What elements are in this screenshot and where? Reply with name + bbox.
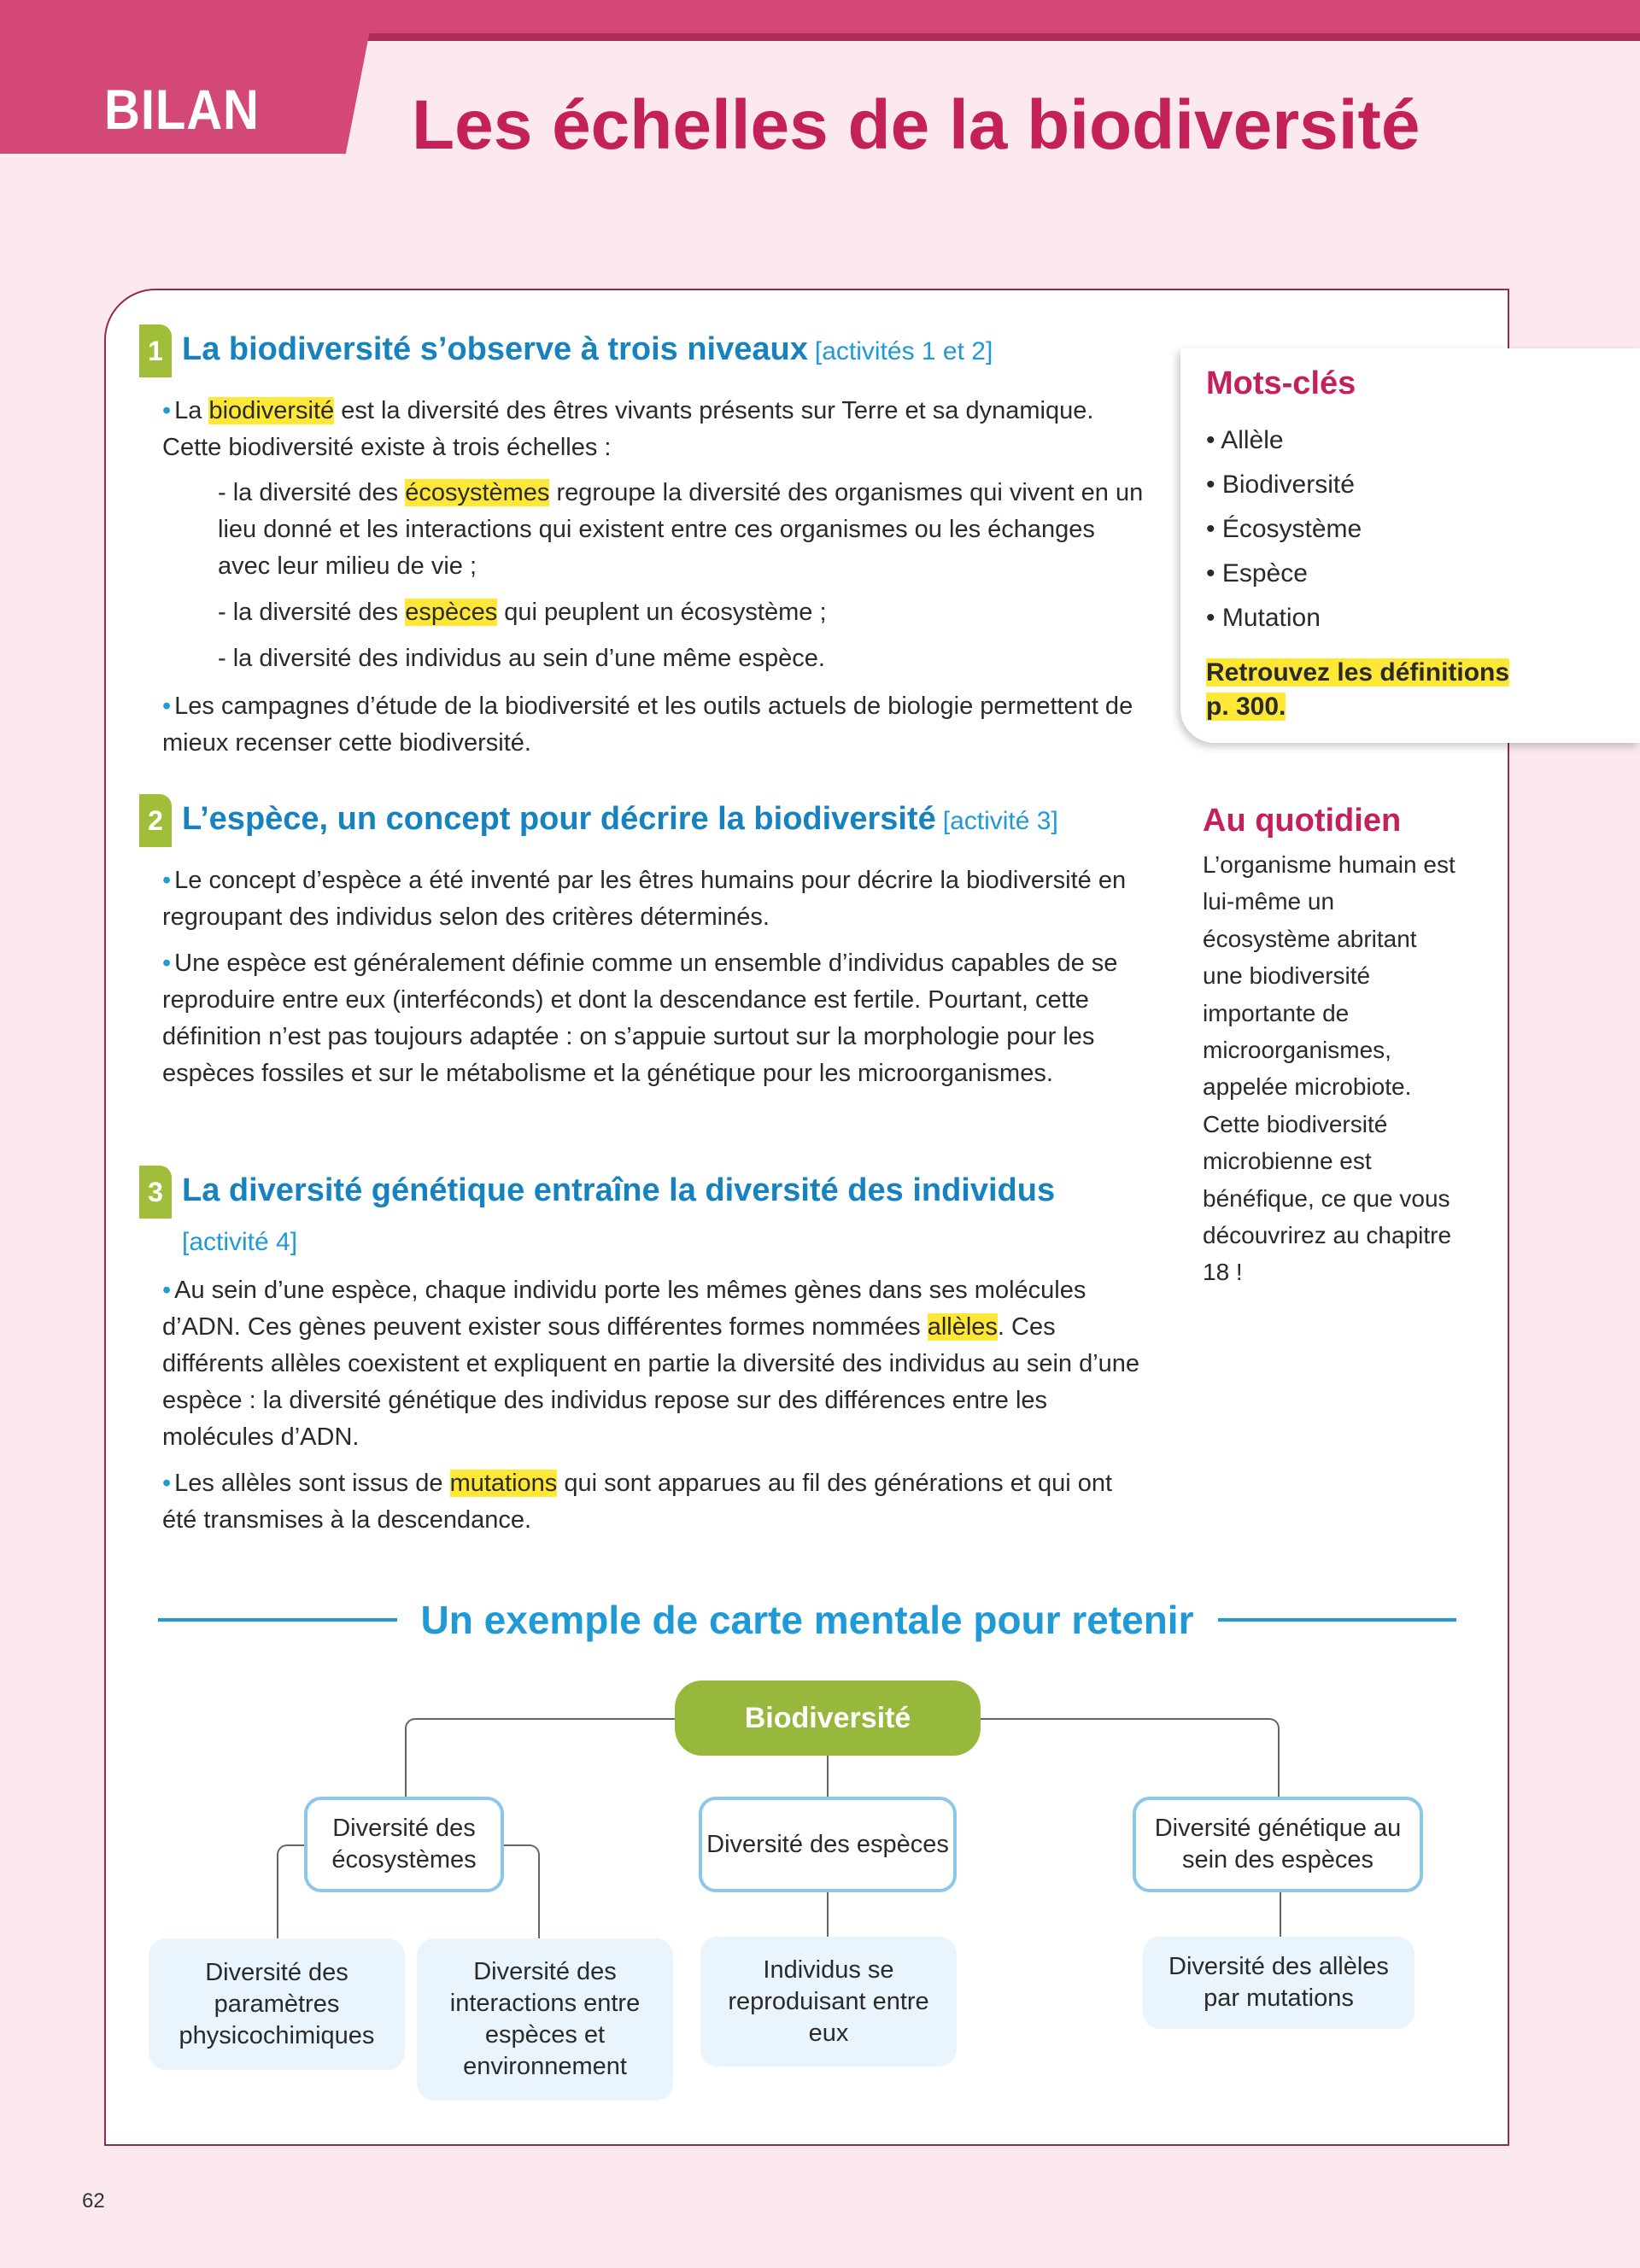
paragraph: • Une espèce est généralement définie comme un ensemble d’individus capables de se reproduire entre eux (interféconds) et dont la descendance est fertile. Pourtant, cette définition n’est pas toujours adaptée : on s’appuie surtout sur la morphologie pour les espèces fossiles et sur le métabolisme et la génétique pour les microorganismes. — [162, 950, 1118, 1087]
mindmap-node: Diversité des écosystèmes — [304, 1797, 504, 1892]
divider — [1218, 1618, 1457, 1622]
connector — [827, 1892, 829, 1938]
au-quotidien-text: L’organisme humain est lui-même un écosystème abritant une biodiversité importante de microorganismes, appelée microbiote. Cette biodiversité microbienne est bénéfique, ce que vous découvrirez au chapitre 18 ! — [1203, 851, 1456, 1286]
au-quotidien-title: Au quotidien — [1203, 803, 1402, 839]
section-ref: [activité 4] — [182, 1228, 298, 1256]
section-1-heading — [139, 324, 993, 377]
section-3-heading — [139, 1166, 1147, 1265]
bullet-icon: • — [162, 693, 172, 720]
mindmap-root-node: Biodiversité — [675, 1681, 981, 1756]
divider — [158, 1618, 397, 1622]
section-title: La biodiversité s’observe à trois niveaux — [182, 331, 808, 367]
keyword-item[interactable]: • Biodiversité — [1206, 471, 1355, 499]
page-title: Les échelles de la biodiversité — [412, 86, 1420, 164]
section-number: 2 — [139, 794, 172, 847]
paragraph: • Le concept d’espèce a été inventé par les êtres humains pour décrire la biodiversité en regroupant des individus selon des critères déterminés. — [162, 867, 1127, 931]
bullet-icon: • — [162, 950, 172, 977]
paragraph: • La biodiversité est la diversité des êtres vivants présents sur Terre et sa dynamique. Cette biodiversité existe à trois échelles : — [162, 397, 1094, 461]
section-title: L’espèce, un concept pour décrire la biodiversité — [182, 801, 936, 837]
keywords-title: Mots-clés — [1206, 365, 1356, 401]
paragraph: • Les campagnes d’étude de la biodiversité et les outils actuels de biologie permettent de mieux recenser cette biodiversité. — [162, 693, 1133, 757]
bullet-icon: • — [162, 1470, 172, 1497]
section-number: 1 — [139, 324, 172, 377]
keyword-item[interactable]: • Écosystème — [1206, 515, 1362, 543]
mindmap-node: Diversité génétique au sein des espèces — [1133, 1797, 1423, 1892]
sub-item: - la diversité des espèces qui peuplent un écosystème ; — [218, 599, 827, 626]
keyword-highlight: espèces — [405, 599, 498, 626]
connector — [405, 1718, 675, 1797]
keyword-item[interactable]: • Espèce — [1206, 559, 1308, 587]
section-ref: [activité 3] — [942, 807, 1058, 835]
sub-item: - la diversité des écosystèmes regroupe la diversité des organismes qui vivent en un lieu donné et les interactions qui existent entre ces organismes ou les échanges avec leur milieu de vie ; — [218, 479, 1144, 580]
page-number: 62 — [82, 2189, 105, 2212]
keyword-highlight: écosystèmes — [405, 479, 550, 506]
keywords-box — [1180, 348, 1640, 743]
keyword-highlight: allèles — [927, 1313, 998, 1341]
bullet-icon: • — [162, 1277, 172, 1304]
definitions-link[interactable]: Retrouvez les définitions p. 300. — [1206, 658, 1510, 721]
bilan-label: BILAN — [104, 78, 260, 141]
paragraph: • Au sein d’une espèce, chaque individu porte les mêmes gènes dans ses molécules d’ADN. Ces gènes peuvent exister sous différentes formes nommées allèles. Ces différents allèles coexistent et expliquent en partie la diversité des individus au sein d’une espèce : la diversité génétique des individus repose sur des différences entre les molécules d’ADN. — [162, 1277, 1140, 1451]
keyword-highlight: mutations — [449, 1470, 558, 1497]
connector — [1280, 1892, 1281, 1938]
connector — [277, 1844, 304, 1938]
mindmap-heading — [158, 1597, 1456, 1643]
paragraph: • Les allèles sont issus de mutations qui sont apparues au fil des générations et qui ont été transmises à la descendance. — [162, 1470, 1113, 1534]
mindmap-leaf: Diversité des allèles par mutations — [1143, 1937, 1414, 2029]
keyword-item[interactable]: • Mutation — [1206, 604, 1321, 632]
section-2-heading — [139, 794, 1058, 847]
section-ref: [activités 1 et 2] — [814, 337, 993, 365]
mindmap-title: Un exemple de carte mentale pour retenir — [420, 1598, 1194, 1642]
section-title: La diversité génétique entraîne la diversité des individus — [182, 1172, 1056, 1208]
mindmap-leaf: Diversité des interactions entre espèces et environnement — [417, 1938, 673, 2101]
connector — [981, 1718, 1280, 1797]
mindmap-node: Diversité des espèces — [699, 1797, 957, 1892]
connector — [504, 1844, 540, 1938]
bullet-icon: • — [162, 397, 172, 424]
sub-item: - la diversité des individus au sein d’une même espèce. — [218, 645, 825, 672]
keyword-item[interactable]: • Allèle — [1206, 426, 1284, 454]
mindmap-leaf: Diversité des paramètres physicochimiques — [149, 1938, 405, 2070]
section-number: 3 — [139, 1166, 172, 1219]
mindmap-leaf: Individus se reproduisant entre eux — [700, 1937, 957, 2066]
connector — [827, 1756, 829, 1797]
bullet-icon: • — [162, 867, 172, 894]
au-quotidien-box — [1203, 803, 1459, 1291]
keyword-highlight: biodiversité — [208, 397, 335, 424]
